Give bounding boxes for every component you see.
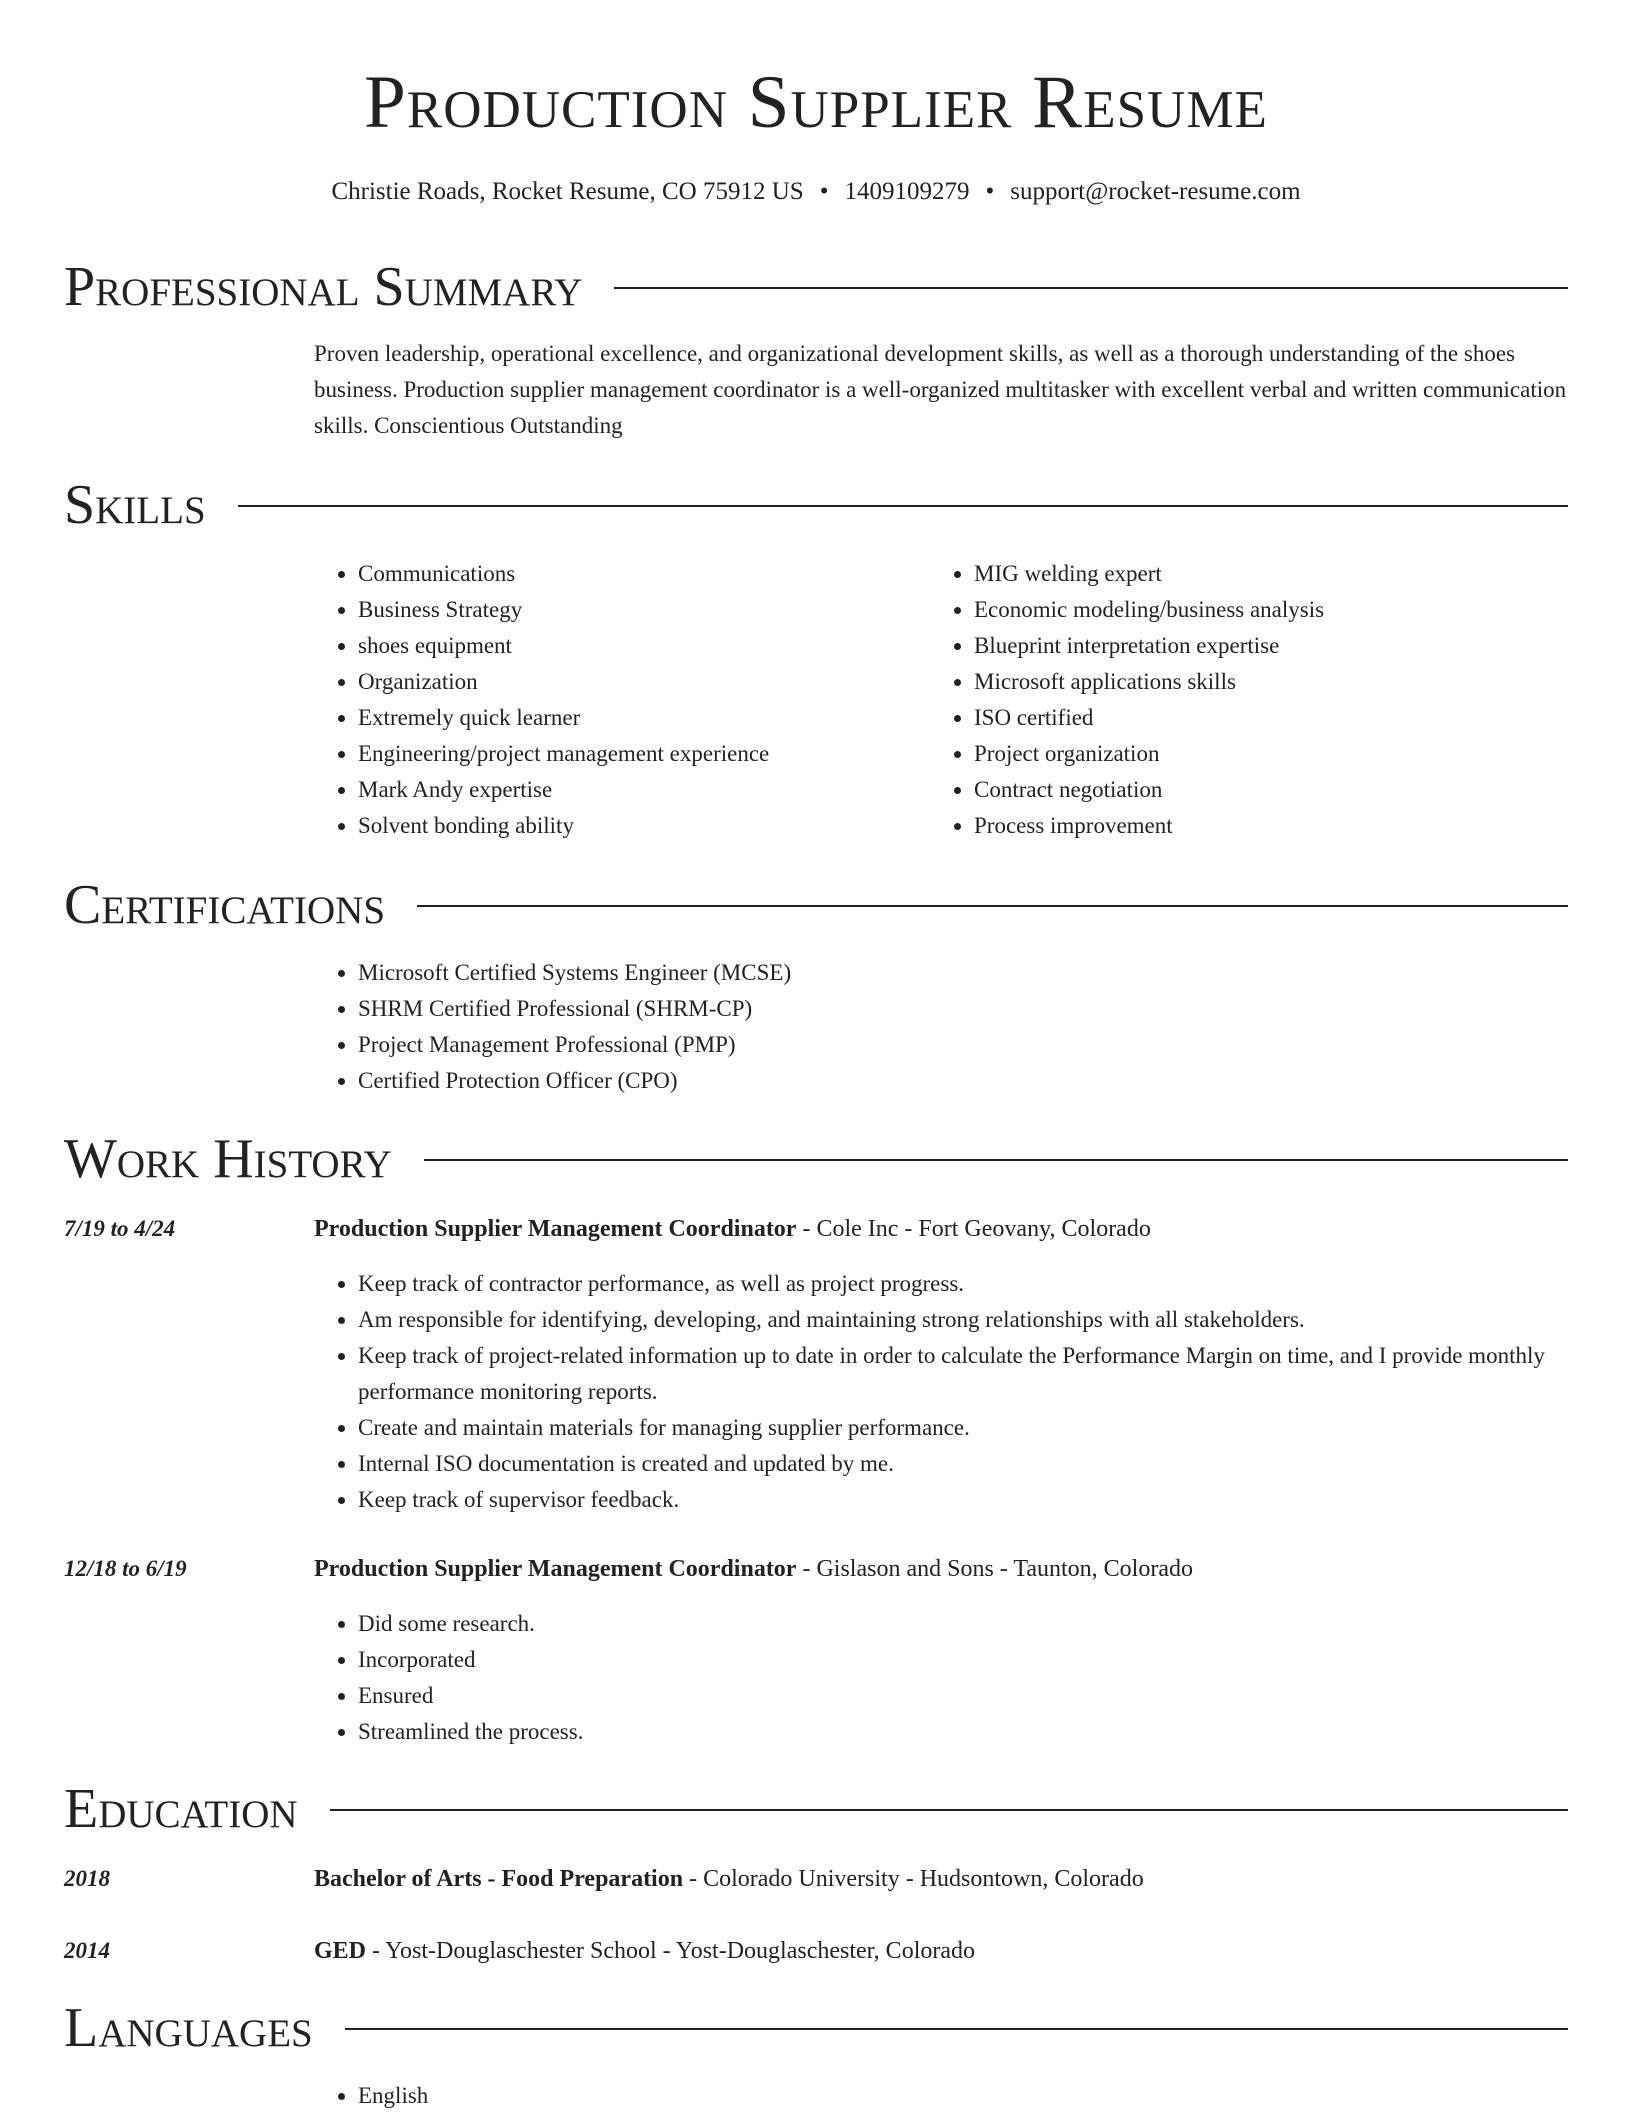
skill-item: • Communications	[358, 556, 914, 592]
skill-item: • Business Strategy	[358, 592, 914, 628]
job-duty-item: • Ensured	[358, 1678, 1568, 1714]
skills-list-left	[314, 556, 914, 844]
skills-section-header	[64, 472, 1568, 538]
job-duties	[314, 1266, 1568, 1518]
contact-separator: •	[819, 178, 829, 205]
job-dates: 12/18 to 6/19	[64, 1556, 187, 1581]
skills-left-column	[314, 556, 914, 844]
skills-list-right	[930, 556, 1530, 844]
certification-item: • Project Management Professional (PMP)	[358, 1027, 1314, 1063]
certifications-block	[314, 955, 1314, 1099]
job-duties-list	[314, 1266, 1568, 1518]
job-duty-item: • Did some research.	[358, 1606, 1568, 1642]
section-divider	[614, 287, 1568, 289]
section-divider	[330, 1809, 1568, 1811]
resume-title: Production Supplier Resume	[364, 61, 1268, 144]
education-heading: Education	[64, 1778, 298, 1840]
job-duty-item: • Internal ISO documentation is created and updated by me.	[358, 1446, 1568, 1482]
skill-item: • shoes equipment	[358, 628, 914, 664]
section-divider	[417, 905, 1568, 907]
skill-item: • Project organization	[974, 736, 1530, 772]
education-entry	[314, 1933, 1568, 1969]
skill-item: • Organization	[358, 664, 914, 700]
skill-item: • Solvent bonding ability	[358, 808, 914, 844]
skills-heading: Skills	[64, 474, 206, 536]
job-duties-list	[314, 1606, 1568, 1750]
language-item: • English	[358, 2078, 914, 2114]
job-duty-item: • Incorporated	[358, 1642, 1568, 1678]
skill-item: • Contract negotiation	[974, 772, 1530, 808]
skills-right-column	[930, 556, 1530, 844]
education-school: - Colorado University - Hudsontown, Colorado	[683, 1866, 1144, 1892]
skill-item: • MIG welding expert	[974, 556, 1530, 592]
education-year: 2014	[64, 1938, 110, 1963]
skill-item: • Economic modeling/business analysis	[974, 592, 1530, 628]
job-title-line	[314, 1211, 1568, 1247]
education-degree: GED	[314, 1938, 367, 1964]
skill-item: • Microsoft applications skills	[974, 664, 1530, 700]
contact-phone: 1409109279	[844, 178, 970, 205]
job-duty-item: • Keep track of project-related information up to date in order to calculate the Performance Margin on time, and I provide monthly performance monitoring reports.	[358, 1338, 1568, 1410]
skill-item: • Mark Andy expertise	[358, 772, 914, 808]
skill-item: • ISO certified	[974, 700, 1530, 736]
education-section-header	[64, 1776, 1568, 1842]
summary-text: Proven leadership, operational excellence, and organizational development skills, as well as a thorough understanding of the shoes business. Production supplier management coordinator is a well-organized multitasker with excellent verbal and written communication skills. Conscientious Outstanding	[314, 341, 1567, 438]
work-section-header	[64, 1126, 1568, 1192]
languages-block	[314, 2078, 914, 2114]
contact-email[interactable]: support@rocket-resume.com	[1010, 178, 1301, 205]
education-entry	[314, 1861, 1568, 1897]
job-title: Production Supplier Management Coordinator	[314, 1216, 797, 1242]
languages-list	[314, 2078, 914, 2114]
skill-item: • Engineering/project management experience	[358, 736, 914, 772]
job-duty-item: • Streamlined the process.	[358, 1714, 1568, 1750]
education-degree: Bachelor of Arts - Food Preparation	[314, 1866, 684, 1892]
work-heading: Work History	[64, 1128, 392, 1190]
job-title-line	[314, 1551, 1568, 1587]
languages-section-header	[64, 1995, 1568, 2061]
job-employer: - Cole Inc - Fort Geovany, Colorado	[796, 1216, 1151, 1242]
contact-separator: •	[985, 178, 995, 205]
certifications-list	[314, 955, 1314, 1099]
job-duties	[314, 1606, 1568, 1750]
job-dates: 7/19 to 4/24	[64, 1216, 176, 1241]
certifications-heading: Certifications	[64, 874, 386, 936]
certification-item: • Certified Protection Officer (CPO)	[358, 1063, 1314, 1099]
job-employer: - Gislason and Sons - Taunton, Colorado	[796, 1556, 1193, 1582]
skill-item: • Process improvement	[974, 808, 1530, 844]
job-title: Production Supplier Management Coordinator	[314, 1556, 797, 1582]
section-divider	[238, 505, 1568, 507]
certification-item: • SHRM Certified Professional (SHRM-CP)	[358, 991, 1314, 1027]
skill-item: • Extremely quick learner	[358, 700, 914, 736]
job-duty-item: • Keep track of supervisor feedback.	[358, 1482, 1568, 1518]
job-duty-item: • Create and maintain materials for managing supplier performance.	[358, 1410, 1568, 1446]
contact-address: Christie Roads, Rocket Resume, CO 75912 US	[331, 178, 804, 205]
job-duty-item: • Keep track of contractor performance, as well as project progress.	[358, 1266, 1568, 1302]
education-year: 2018	[64, 1866, 110, 1891]
section-divider	[424, 1159, 1568, 1161]
skill-item: • Blueprint interpretation expertise	[974, 628, 1530, 664]
summary-section-header	[64, 254, 1568, 320]
job-duty-item: • Am responsible for identifying, developing, and maintaining strong relationships with all stakeholders.	[358, 1302, 1568, 1338]
section-divider	[345, 2028, 1568, 2030]
certification-item: • Microsoft Certified Systems Engineer (MCSE)	[358, 955, 1314, 991]
summary-heading: Professional Summary	[64, 256, 583, 318]
education-school: - Yost-Douglaschester School - Yost-Douglaschester, Colorado	[366, 1938, 976, 1964]
languages-heading: Languages	[64, 1997, 313, 2059]
certifications-section-header	[64, 872, 1568, 938]
contact-line	[0, 174, 1632, 210]
